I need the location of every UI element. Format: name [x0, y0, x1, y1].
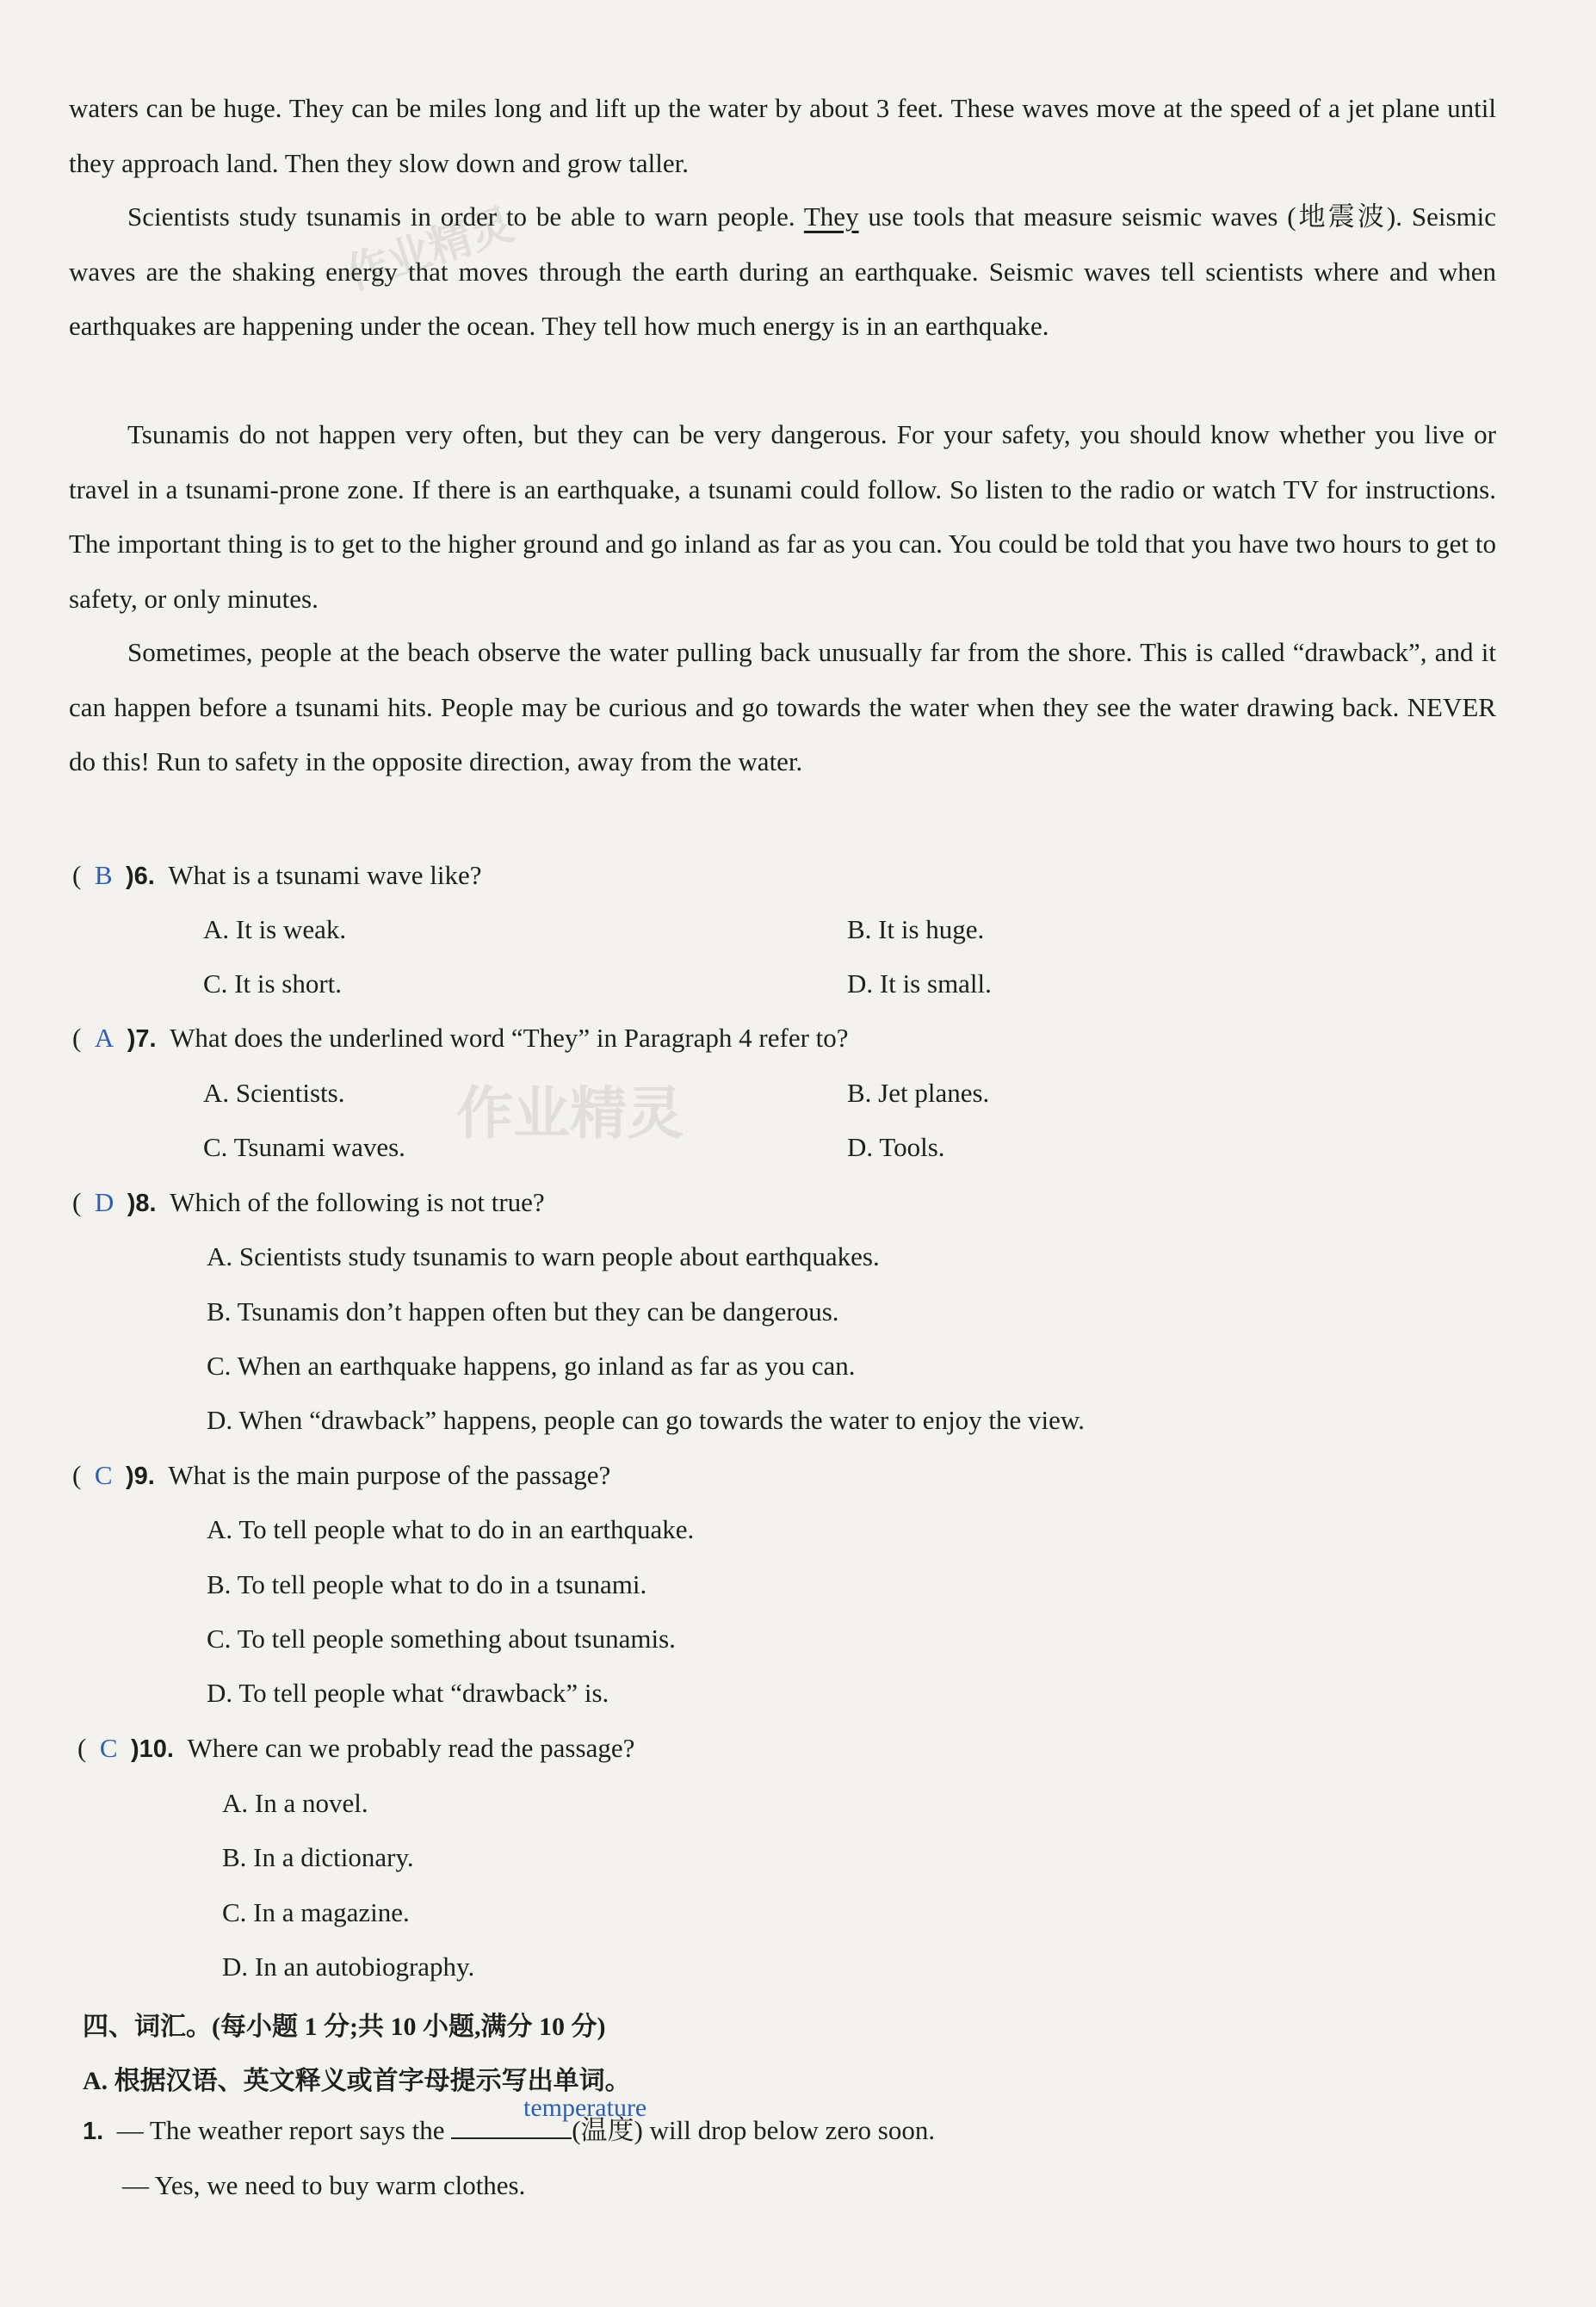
answer-10: C — [99, 1733, 118, 1763]
vocab-question-1 — [83, 2113, 935, 2149]
question-number-8: )8. — [127, 1190, 157, 1217]
option-6a: A. It is weak. — [203, 914, 347, 944]
option-9d: D. To tell people what “drawback” is. — [207, 1678, 609, 1708]
question-number-7: )7. — [127, 1025, 157, 1053]
vocab-question-1-before: — The weather report says the — [116, 2115, 452, 2145]
answer-6: B — [94, 860, 113, 890]
question-text-7: What does the underlined word “They” in Paragraph 4 refer to? — [170, 1023, 849, 1053]
watermark: 作业精灵 — [340, 199, 520, 300]
vocab-question-number-1: 1. — [83, 2118, 104, 2145]
paragraph-4-text: Sometimes, people at the beach observe the water pulling back unusually far from the shore. This is called “drawback”, and it can happen before a tsunami hits. People may be curious and go towards the water when they see the water drawing back. NEVER do this! Run to safety in the opposite direction, away from the water. — [69, 637, 1496, 776]
option-7a: A. Scientists. — [203, 1078, 345, 1108]
question-text-9: What is the main purpose of the passage? — [168, 1460, 611, 1490]
option-10b: B. In a dictionary. — [222, 1842, 414, 1872]
question-number-9: )9. — [126, 1463, 155, 1490]
question-6: ( B )6. What is a tsunami wave like? — [72, 860, 482, 890]
vocab-question-1-after: (温度) will drop below zero soon. — [572, 2115, 936, 2145]
option-6b: B. It is huge. — [847, 914, 985, 944]
handwritten-answer-temperature: temperature — [523, 2094, 647, 2122]
option-6c: C. It is short. — [203, 968, 343, 999]
question-10: ( C )10. Where can we probably read the passage? — [77, 1733, 635, 1763]
option-8d: D. When “drawback” happens, people can go towards the water to enjoy the view. — [207, 1405, 1086, 1435]
paragraph-3 — [69, 407, 1496, 626]
option-10a: A. In a novel. — [222, 1788, 368, 1818]
question-text-10: Where can we probably read the passage? — [187, 1733, 635, 1763]
option-10d: D. In an autobiography. — [222, 1951, 475, 1982]
paragraph-1 — [69, 81, 1496, 190]
watermark: 作业精灵 — [456, 1080, 684, 1147]
paragraph-2-text-b: use tools that measure seismic waves (地震波). Seismic waves are the shaking energy that moves through the earth during an earthquake. Seismic waves tell scientists where and when earthquakes are happening under the ocean. They tell how much energy is in an earthquake. — [69, 201, 1497, 341]
option-7c: C. Tsunami waves. — [203, 1132, 405, 1162]
answer-9: C — [94, 1460, 113, 1490]
question-8: ( D )8. Which of the following is not true? — [72, 1187, 545, 1217]
underlined-they: They — [803, 201, 859, 232]
paragraph-2 — [69, 189, 1496, 354]
option-9b: B. To tell people what to do in a tsunami. — [207, 1569, 647, 1599]
question-number-10: )10. — [131, 1735, 174, 1763]
question-number-6: )6. — [126, 863, 155, 890]
question-9: ( C )9. What is the main purpose of the passage? — [72, 1460, 611, 1490]
option-8b: B. Tsunamis don’t happen often but they can be dangerous. — [207, 1296, 839, 1327]
paragraph-4 — [69, 625, 1496, 789]
option-9a: A. To tell people what to do in an earthquake. — [207, 1514, 695, 1544]
section-4-title: 四、词汇。(每小题 1 分;共 10 小题,满分 10 分) — [83, 2013, 606, 2041]
answer-7: A — [94, 1023, 114, 1053]
question-text-8: Which of the following is not true? — [170, 1187, 545, 1217]
question-text-6: What is a tsunami wave like? — [168, 860, 482, 890]
option-6d: D. It is small. — [847, 968, 992, 999]
option-8c: C. When an earthquake happens, go inland as far as you can. — [207, 1351, 856, 1381]
paragraph-2-text-a: Scientists study tsunamis in order to be able to warn people. — [127, 201, 804, 232]
option-10c: C. In a magazine. — [222, 1897, 410, 1927]
paragraph-3-text: Tsunamis do not happen very often, but they can be very dangerous. For your safety, you should know whether you live or travel in a tsunami-prone zone. If there is an earthquake, a tsunami could follow. So listen to the radio or watch TV for instructions. The important thing is to get to the higher ground and go inland as far as you can. You could be told that you have two hours to get to safety, or only minutes. — [69, 419, 1496, 614]
option-7b: B. Jet planes. — [847, 1078, 990, 1108]
vocab-question-1-reply: — Yes, we need to buy warm clothes. — [122, 2170, 526, 2200]
answer-8: D — [94, 1187, 114, 1217]
option-9c: C. To tell people something about tsunamis. — [207, 1624, 676, 1654]
option-8a: A. Scientists study tsunamis to warn people about earthquakes. — [207, 1241, 880, 1271]
section-4-part-a: A. 根据汉语、英文释义或首字母提示写出单词。 — [83, 2067, 631, 2095]
question-7: ( A )7. What does the underlined word “They” in Paragraph 4 refer to? — [72, 1023, 849, 1053]
paragraph-1-text: waters can be huge. They can be miles long and lift up the water by about 3 feet. These waves move at the speed of a jet plane until they approach land. Then they slow down and grow taller. — [69, 93, 1496, 178]
option-7d: D. Tools. — [847, 1132, 945, 1162]
